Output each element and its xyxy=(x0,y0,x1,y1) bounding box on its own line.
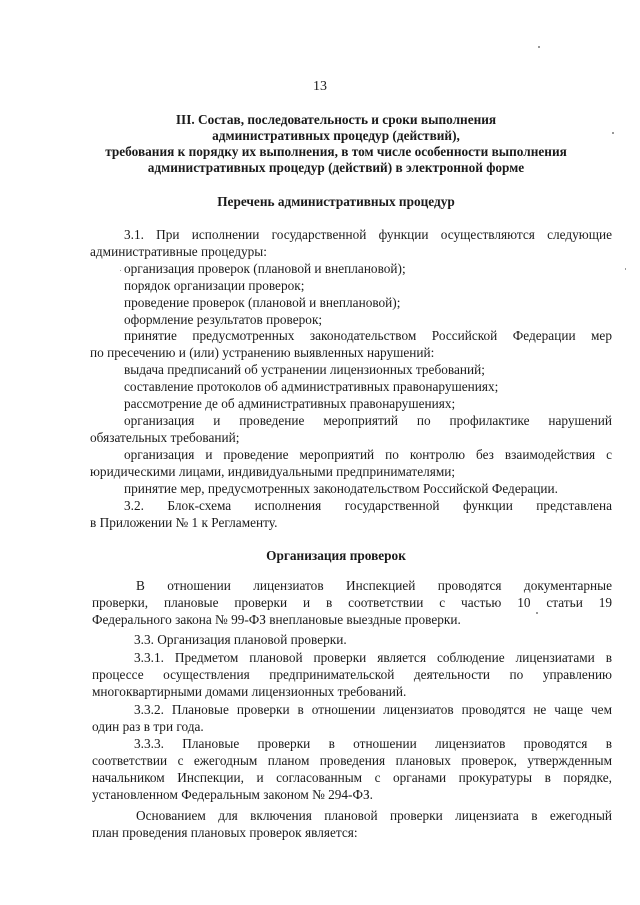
text-line: установленном Федеральным законом № 294-ФЗ. xyxy=(92,787,373,802)
heading-line-4: административных процедур (действий) в электронной форме xyxy=(147,160,525,175)
text-line: административные процедуры: xyxy=(90,244,267,259)
heading-line-2: административных процедур (действий), xyxy=(212,128,460,143)
text-line: принятие предусмотренных законодательством Российской Федерации мер xyxy=(124,328,612,343)
text-line: Федерального закона № 99-ФЗ внеплановые выездные проверки. xyxy=(92,612,461,627)
scan-speck xyxy=(612,132,614,134)
text-line: юридическими лицами, индивидуальными предпринимателями; xyxy=(90,464,456,479)
text-line: составление протоколов об административных правонарушениях; xyxy=(124,379,499,394)
scan-speck xyxy=(625,268,626,270)
text-line: проведение проверок (плановой и внеплановой); xyxy=(124,295,401,310)
text-line: процессе осуществления предпринимательской деятельности по управлению xyxy=(92,667,612,682)
heading-line-1: III. Состав, последовательность и сроки выполнения xyxy=(175,112,497,127)
text-line: многоквартирными домами лицензионных требований. xyxy=(92,684,407,699)
text-line: выдача предписаний об устранении лицензионных требований; xyxy=(124,362,485,377)
text-line: проверки, плановые проверки и в соответствии с частью 10 статьи 19 xyxy=(92,595,612,610)
page-number: 13 xyxy=(313,79,327,94)
scan-speck xyxy=(538,46,540,48)
text-line: начальником Инспекции, и согласованным с органами прокуратуры в порядке, xyxy=(92,770,612,785)
text-line: В отношении лицензиатов Инспекцией проводятся документарные xyxy=(136,578,612,593)
text-line: один раз в три года. xyxy=(92,719,204,734)
scan-speck xyxy=(536,612,538,614)
text-line: по пресечению и (или) устранению выявленных нарушений: xyxy=(90,345,435,360)
text-line: рассмотрение де об административных правонарушениях; xyxy=(124,396,456,411)
text-line: 3.3.1. Предметом плановой проверки является соблюдение лицензиатами в xyxy=(134,650,612,665)
text-line: организация и проведение мероприятий по контролю без взаимодействия с xyxy=(124,447,612,462)
subheading-procedures: Перечень административных процедур xyxy=(217,194,455,209)
text-line: принятие мер, предусмотренных законодательством Российской Федерации. xyxy=(124,481,558,496)
text-line: 3.3.3. Плановые проверки в отношении лицензиатов проводятся в xyxy=(134,736,612,751)
text-line: порядок организации проверок; xyxy=(124,278,305,293)
text-line: обязательных требований; xyxy=(90,430,240,445)
text-line: оформление результатов проверок; xyxy=(124,312,323,327)
text-line: 3.1. При исполнении государственной функции осуществляются следующие xyxy=(124,227,612,242)
text-line: план проведения плановых проверок является: xyxy=(92,825,358,840)
subheading-inspections: Организация проверок xyxy=(266,548,406,563)
heading-line-3: требования к порядку их выполнения, в том числе особенности выполнения xyxy=(105,144,567,159)
text-line: 3.3. Организация плановой проверки. xyxy=(134,632,347,647)
text-line: 3.2. Блок-схема исполнения государственной функции представлена xyxy=(124,498,612,513)
text-line: 3.3.2. Плановые проверки в отношении лицензиатов проводятся не чаще чем xyxy=(134,702,612,717)
text-line: соответствии с ежегодным планом проведения плановых проверок, утвержденным xyxy=(92,753,612,768)
text-line: в Приложении № 1 к Регламенту. xyxy=(90,515,278,530)
text-line: Основанием для включения плановой проверки лицензиата в ежегодный xyxy=(136,808,612,823)
text-line: организация и проведение мероприятий по профилактике нарушений xyxy=(124,413,612,428)
scan-speck xyxy=(120,270,121,271)
text-line: организация проверок (плановой и внеплановой); xyxy=(124,261,406,276)
